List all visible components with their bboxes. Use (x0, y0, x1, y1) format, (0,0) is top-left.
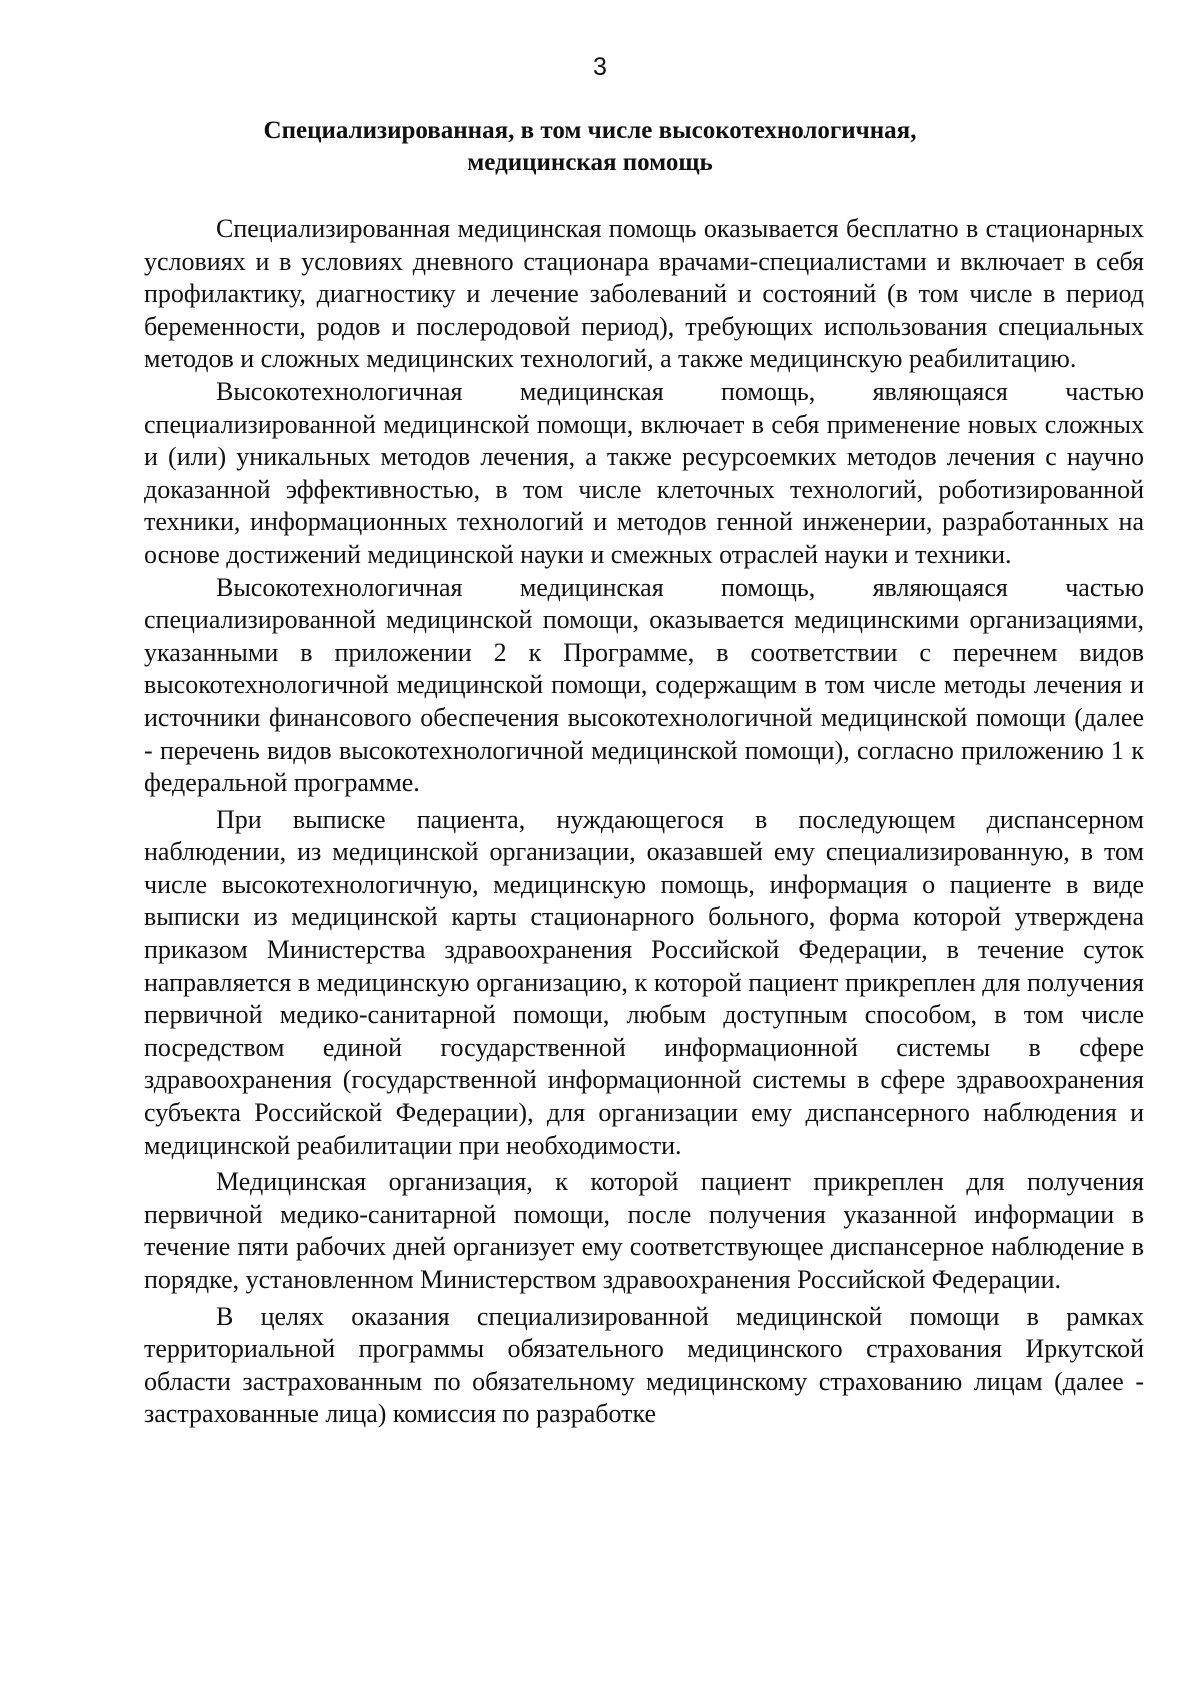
paragraph-oms-commission: В целях оказания специализированной медицинской помощи в рамках территориальной программы обязательного медицинского страхования Иркутской области застрахованным по обязательному медицинскому страхованию лицам (далее - застрахованные лица) комиссия по разработке (144, 1301, 1144, 1429)
body-text (144, 213, 1144, 1431)
section-heading-line-2: медицинская помощь (467, 149, 713, 176)
paragraph-specialized-care: Специализированная медицинская помощь оказывается бесплатно в стационарных условиях и в условиях дневного стационара врачами-специалистами и включает в себя профилактику, диагностику и лечение заболеваний и состояний (в том числе в период беременности, родов и послеродовой период), требующих использования специальных методов и сложных медицинских технологий, а также медицинскую реабилитацию. (144, 214, 1144, 374)
page-number: 3 (593, 53, 607, 81)
paragraph-dispensary-observation: Медицинская организация, к которой пациент прикреплен для получения первичной медико-санитарной помощи, после получения указанной информации в течение пяти рабочих дней организует ему соответствующее диспансерное наблюдение в порядке, установленном Министерством здравоохранения Российской Федерации. (144, 1167, 1144, 1294)
section-heading (150, 115, 1030, 179)
section-heading-line-1: Специализированная, в том числе высокотехнологичная, (263, 117, 917, 144)
paragraph-high-tech-care-providers: Высокотехнологичная медицинская помощь, являющаяся частью специализированной медицинской помощи, оказывается медицинскими организациями, указанными в приложении 2 к Программе, в соответствии с перечнем видов высокотехнологичной медицинской помощи, содержащим в том числе методы лечения и источники финансового обеспечения высокотехнологичной медицинской помощи (далее - перечень видов высокотехнологичной медицинской помощи), согласно приложению 1 к федеральной программе. (144, 572, 1144, 798)
paragraph-high-tech-care-definition: Высокотехнологичная медицинская помощь, являющаяся частью специализированной медицинской помощи, включает в себя применение новых сложных и (или) уникальных методов лечения, а также ресурсоемких методов лечения с научно доказанной эффективностью, в том числе клеточных технологий, роботизированной техники, информационных технологий и методов генной инженерии, разработанных на основе достижений медицинской науки и смежных отраслей науки и техники. (144, 376, 1144, 569)
paragraph-patient-discharge: При выписке пациента, нуждающегося в последующем диспансерном наблюдении, из медицинской организации, оказавшей ему специализированную, в том числе высокотехнологичную, медицинскую помощь, информация о пациенте в виде выписки из медицинской карты стационарного больного, форма которой утверждена приказом Министерства здравоохранения Российской Федерации, в течение суток направляется в медицинскую организацию, к которой пациент прикреплен для получения первичной медико-санитарной помощи, любым доступным способом, в том числе посредством единой государственной информационной системы в сфере здравоохранения (государственной информационной системы в сфере здравоохранения субъекта Российской Федерации), для организации ему диспансерного наблюдения и медицинской реабилитации при необходимости. (144, 804, 1144, 1160)
